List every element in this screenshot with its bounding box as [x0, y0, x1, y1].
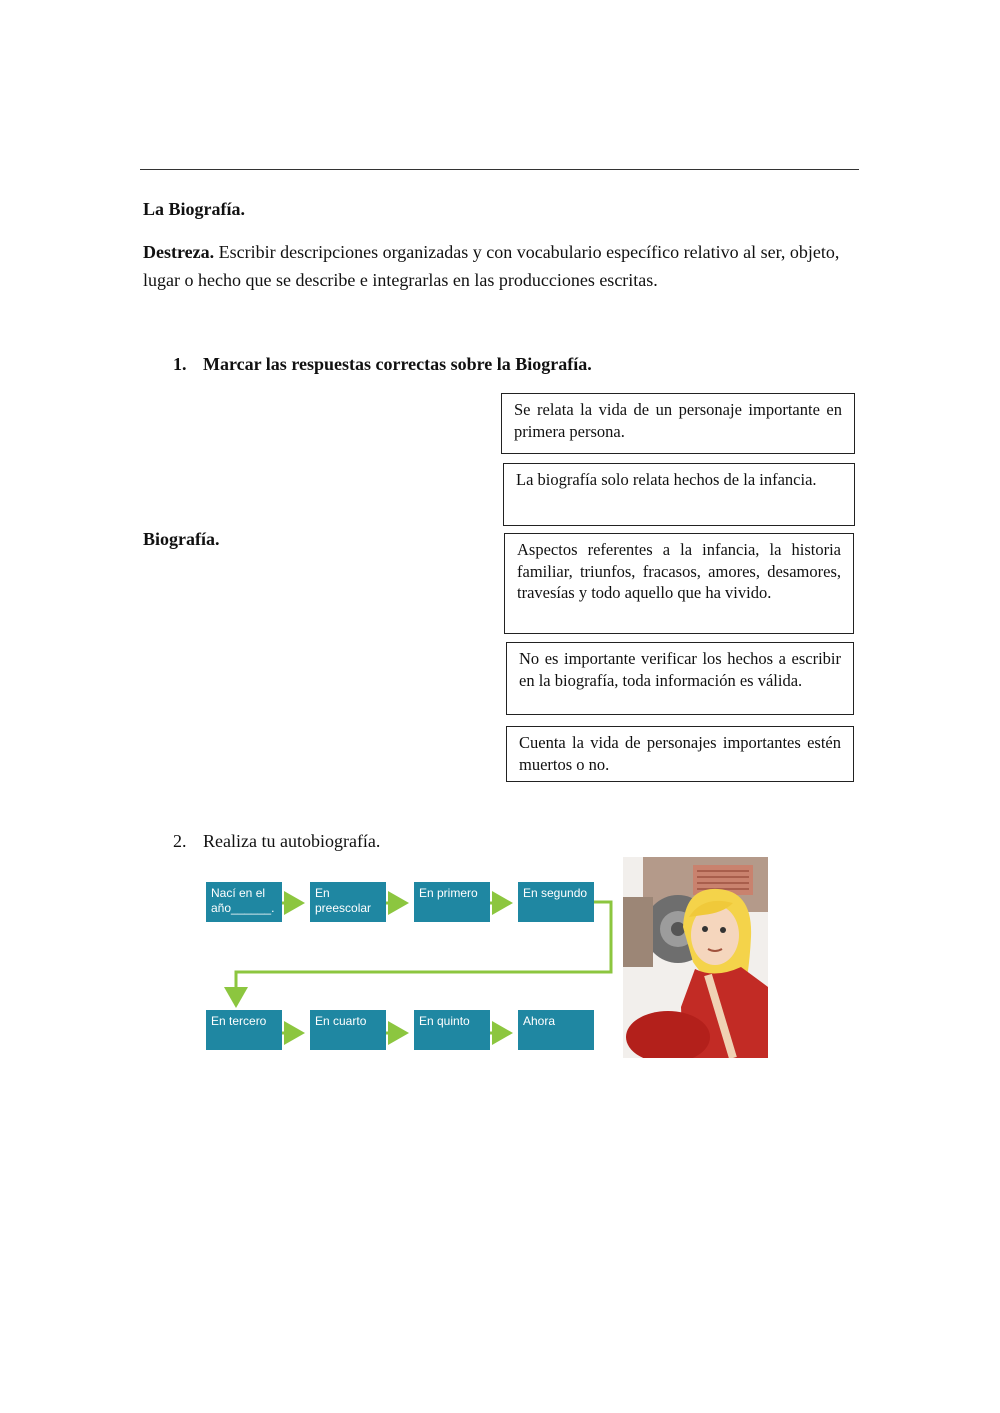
question-1-number: 1.	[173, 354, 187, 374]
biografia-label: Biografía.	[143, 529, 220, 549]
answer-option-3[interactable]: Aspectos referentes a la infancia, la historia familiar, triunfos, fracasos, amores, desamores, travesías y todo aquello que ha vivido.	[504, 533, 854, 634]
flow-box-cuarto[interactable]: En cuarto	[310, 1010, 386, 1050]
flow-box-tercero[interactable]: En tercero	[206, 1010, 282, 1050]
girl-illustration	[623, 857, 768, 1058]
question-1-text: Marcar las respuestas correctas sobre la Biografía.	[203, 354, 592, 374]
answer-option-4[interactable]: No es importante verificar los hechos a escribir en la biografía, toda información es válida.	[506, 642, 854, 715]
question-1	[173, 354, 592, 375]
flow-box-preescolar[interactable]: En preescolar	[310, 882, 386, 922]
flow-box-born[interactable]: Nací en el año______.	[206, 882, 282, 922]
flow-box-quinto[interactable]: En quinto	[414, 1010, 490, 1050]
destreza-paragraph	[143, 238, 861, 294]
answer-option-2[interactable]: La biografía solo relata hechos de la infancia.	[503, 463, 855, 526]
header-rule	[140, 169, 859, 170]
flow-box-primero[interactable]: En primero	[414, 882, 490, 922]
answer-option-1[interactable]: Se relata la vida de un personaje importante en primera persona.	[501, 393, 855, 454]
destreza-text: Escribir descripciones organizadas y con vocabulario específico relativo al ser, objeto, lugar o hecho que se describe e integrarlas en las producciones escritas.	[143, 242, 840, 290]
question-2	[173, 831, 380, 852]
document-title: La Biografía.	[143, 199, 245, 219]
autobiography-flowchart	[196, 855, 768, 1060]
question-2-text: Realiza tu autobiografía.	[203, 831, 381, 851]
question-2-number: 2.	[173, 831, 187, 851]
flow-box-ahora[interactable]: Ahora	[518, 1010, 594, 1050]
flow-box-segundo[interactable]: En segundo	[518, 882, 594, 922]
answer-option-5[interactable]: Cuenta la vida de personajes importantes estén muertos o no.	[506, 726, 854, 782]
destreza-label: Destreza.	[143, 242, 215, 262]
